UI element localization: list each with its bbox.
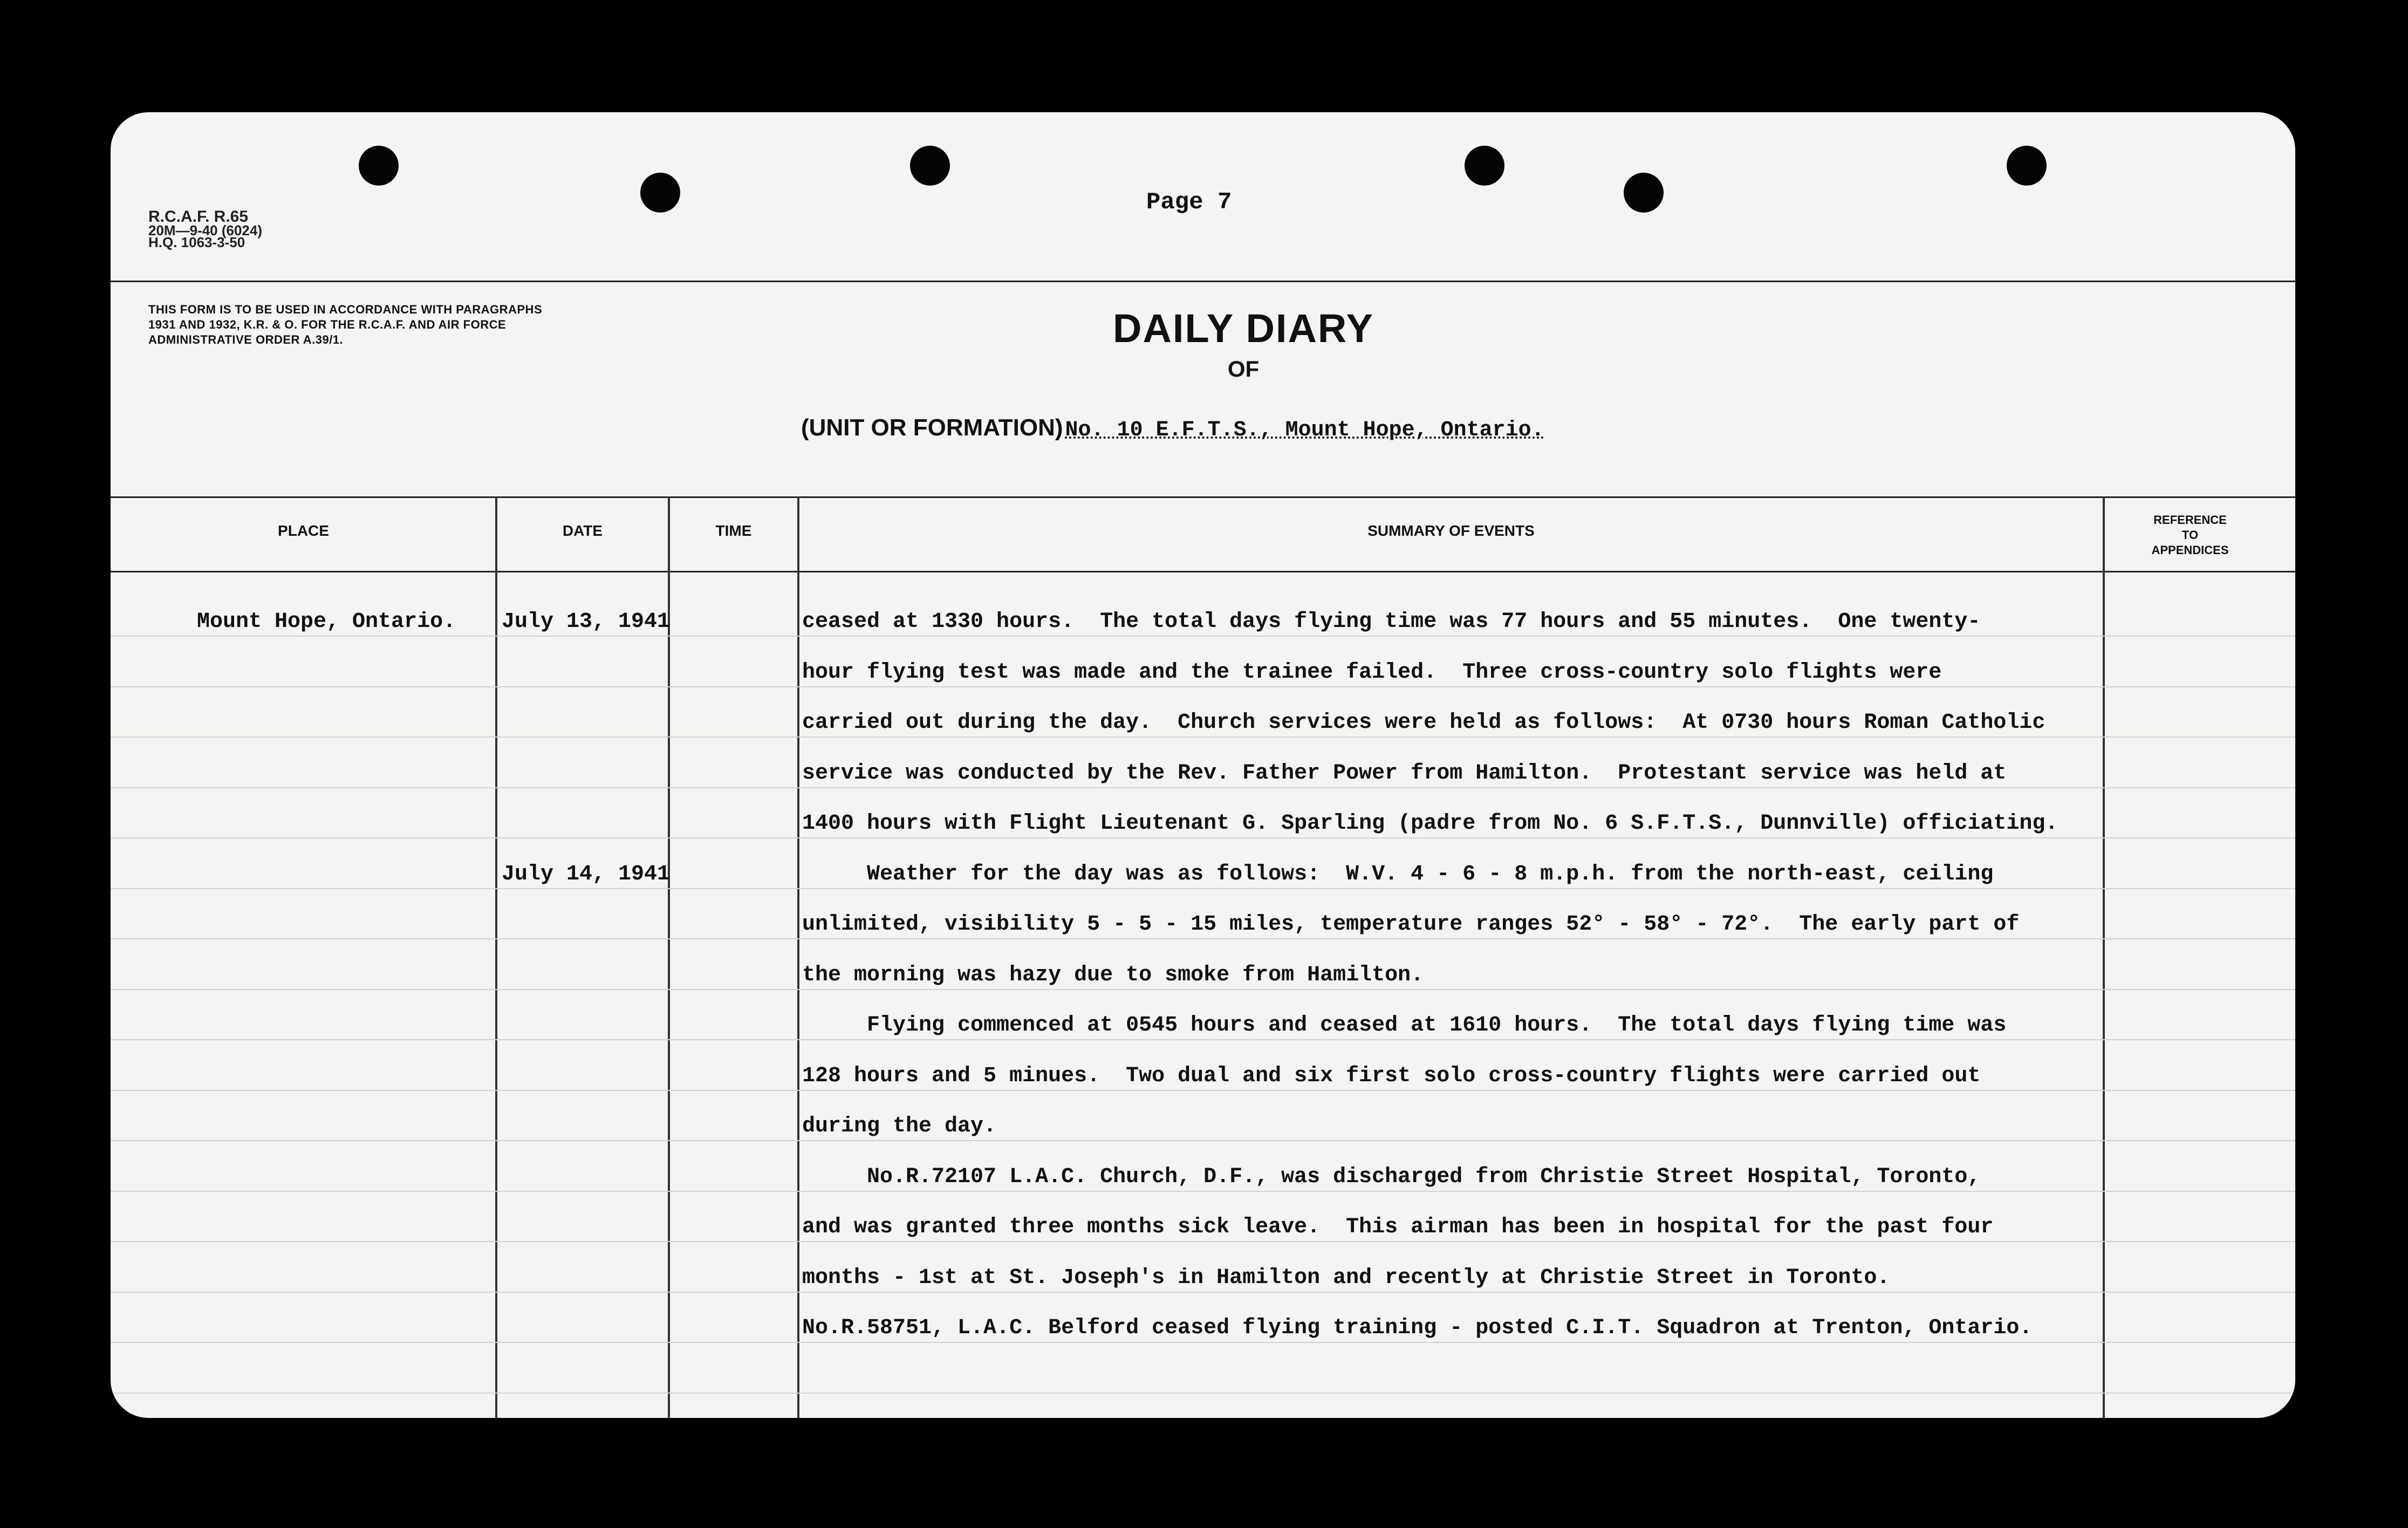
ruled-line <box>111 686 2295 687</box>
entry-date: July 13, 1941 <box>502 610 671 634</box>
ruled-line <box>111 1292 2295 1293</box>
ruled-line <box>111 837 2295 838</box>
ruled-line <box>111 736 2295 738</box>
summary-line: hour flying test was made and the trainee failed. Three cross-country solo flights were <box>802 660 1942 685</box>
summary-line: ceased at 1330 hours. The total days flying time was 77 hours and 55 minutes. One twenty- <box>802 610 1981 634</box>
summary-line: and was granted three months sick leave. This airman has been in hospital for the past four <box>802 1215 1994 1239</box>
summary-line: unlimited, visibility 5 - 5 - 15 miles, temperature ranges 52° - 58° - 72°. The early part of <box>802 912 2020 937</box>
summary-line: months - 1st at St. Joseph's in Hamilton and recently at Christie Street in Toronto. <box>802 1266 1890 1290</box>
punch-hole <box>910 146 950 186</box>
summary-line: the morning was hazy due to smoke from Hamilton. <box>802 963 1424 987</box>
summary-line: No.R.58751, L.A.C. Belford ceased flying training - posted C.I.T. Squadron at Trenton, Ontario. <box>802 1316 2033 1340</box>
reference-header-line: APPENDICES <box>2151 543 2229 557</box>
ruled-line <box>111 787 2295 788</box>
summary-line: during the day. <box>802 1114 997 1138</box>
summary-line: carried out during the day. Church services were held as follows: At 0730 hours Roman Catholic <box>802 711 2046 735</box>
ruled-line <box>111 1039 2295 1040</box>
punch-hole <box>1465 146 1504 186</box>
entry-date: July 14, 1941 <box>502 862 671 886</box>
column-header-reference <box>2106 513 2274 558</box>
ruled-line <box>111 1241 2295 1242</box>
page-number: Page 7 <box>1146 189 1232 216</box>
unit-label: (UNIT OR FORMATION) <box>801 414 1063 441</box>
ruled-line <box>111 1090 2295 1091</box>
column-divider <box>2103 496 2105 1418</box>
column-header-date: DATE <box>562 522 603 539</box>
summary-line: 1400 hours with Flight Lieutenant G. Sparling (padre from No. 6 S.F.T.S., Dunnville) officiating. <box>802 811 2058 836</box>
ruled-line <box>111 1393 2295 1394</box>
ruled-line <box>111 1140 2295 1141</box>
column-header-place: PLACE <box>278 522 329 539</box>
unit-value: No. 10 E.F.T.S., Mount Hope, Ontario. <box>1065 418 1544 442</box>
column-divider <box>797 496 799 1418</box>
entry-place: Mount Hope, Ontario. <box>197 610 456 634</box>
punch-hole <box>640 173 680 213</box>
summary-line: No.R.72107 L.A.C. Church, D.F., was discharged from Christie Street Hospital, Toronto, <box>802 1165 1981 1189</box>
ruled-line <box>111 1191 2295 1192</box>
column-header-summary: SUMMARY OF EVENTS <box>1367 522 1535 539</box>
table-header-border <box>111 571 2295 572</box>
form-instructions: THIS FORM IS TO BE USED IN ACCORDANCE WITH PARAGRAPHS 1931 AND 1932, K.R. & O. FOR THE R.C.A.F. AND AIR FORCE ADMINISTRATIVE ORDER A.39/1. <box>148 303 543 346</box>
title-of: OF <box>1227 356 1260 381</box>
ruled-line <box>111 938 2295 939</box>
form-code-line: R.C.A.F. R.65 <box>148 208 249 226</box>
column-divider <box>668 496 670 1418</box>
column-divider <box>495 496 497 1418</box>
ruled-line <box>111 636 2295 637</box>
reference-header-line: REFERENCE <box>2153 513 2227 527</box>
ruled-line <box>111 989 2295 990</box>
page-title: DAILY DIARY <box>1113 306 1374 351</box>
summary-line: Flying commenced at 0545 hours and ceased at 1610 hours. The total days flying time was <box>802 1013 2007 1038</box>
punch-hole <box>2007 146 2047 186</box>
punch-hole <box>359 146 399 186</box>
form-code <box>148 209 262 248</box>
summary-line: Weather for the day was as follows: W.V. 4 - 6 - 8 m.p.h. from the north-east, ceiling <box>802 862 1994 886</box>
summary-line: service was conducted by the Rev. Father Power from Hamilton. Protestant service was held at <box>802 761 2007 786</box>
summary-line: 128 hours and 5 minues. Two dual and six first solo cross-country flights were carried out <box>802 1064 1981 1088</box>
unit-row <box>801 414 1544 442</box>
form-code-line: H.Q. 1063-3-50 <box>148 234 245 250</box>
form-code-line: 20M—9-40 (6024) <box>148 222 262 238</box>
table-top-border <box>111 496 2295 498</box>
divider <box>111 281 2295 282</box>
ruled-line <box>111 1342 2295 1343</box>
column-header-time: TIME <box>715 522 752 539</box>
reference-header-line: TO <box>2181 528 2199 542</box>
punch-hole <box>1624 173 1664 213</box>
ruled-line <box>111 888 2295 889</box>
diary-page <box>111 112 2295 1418</box>
